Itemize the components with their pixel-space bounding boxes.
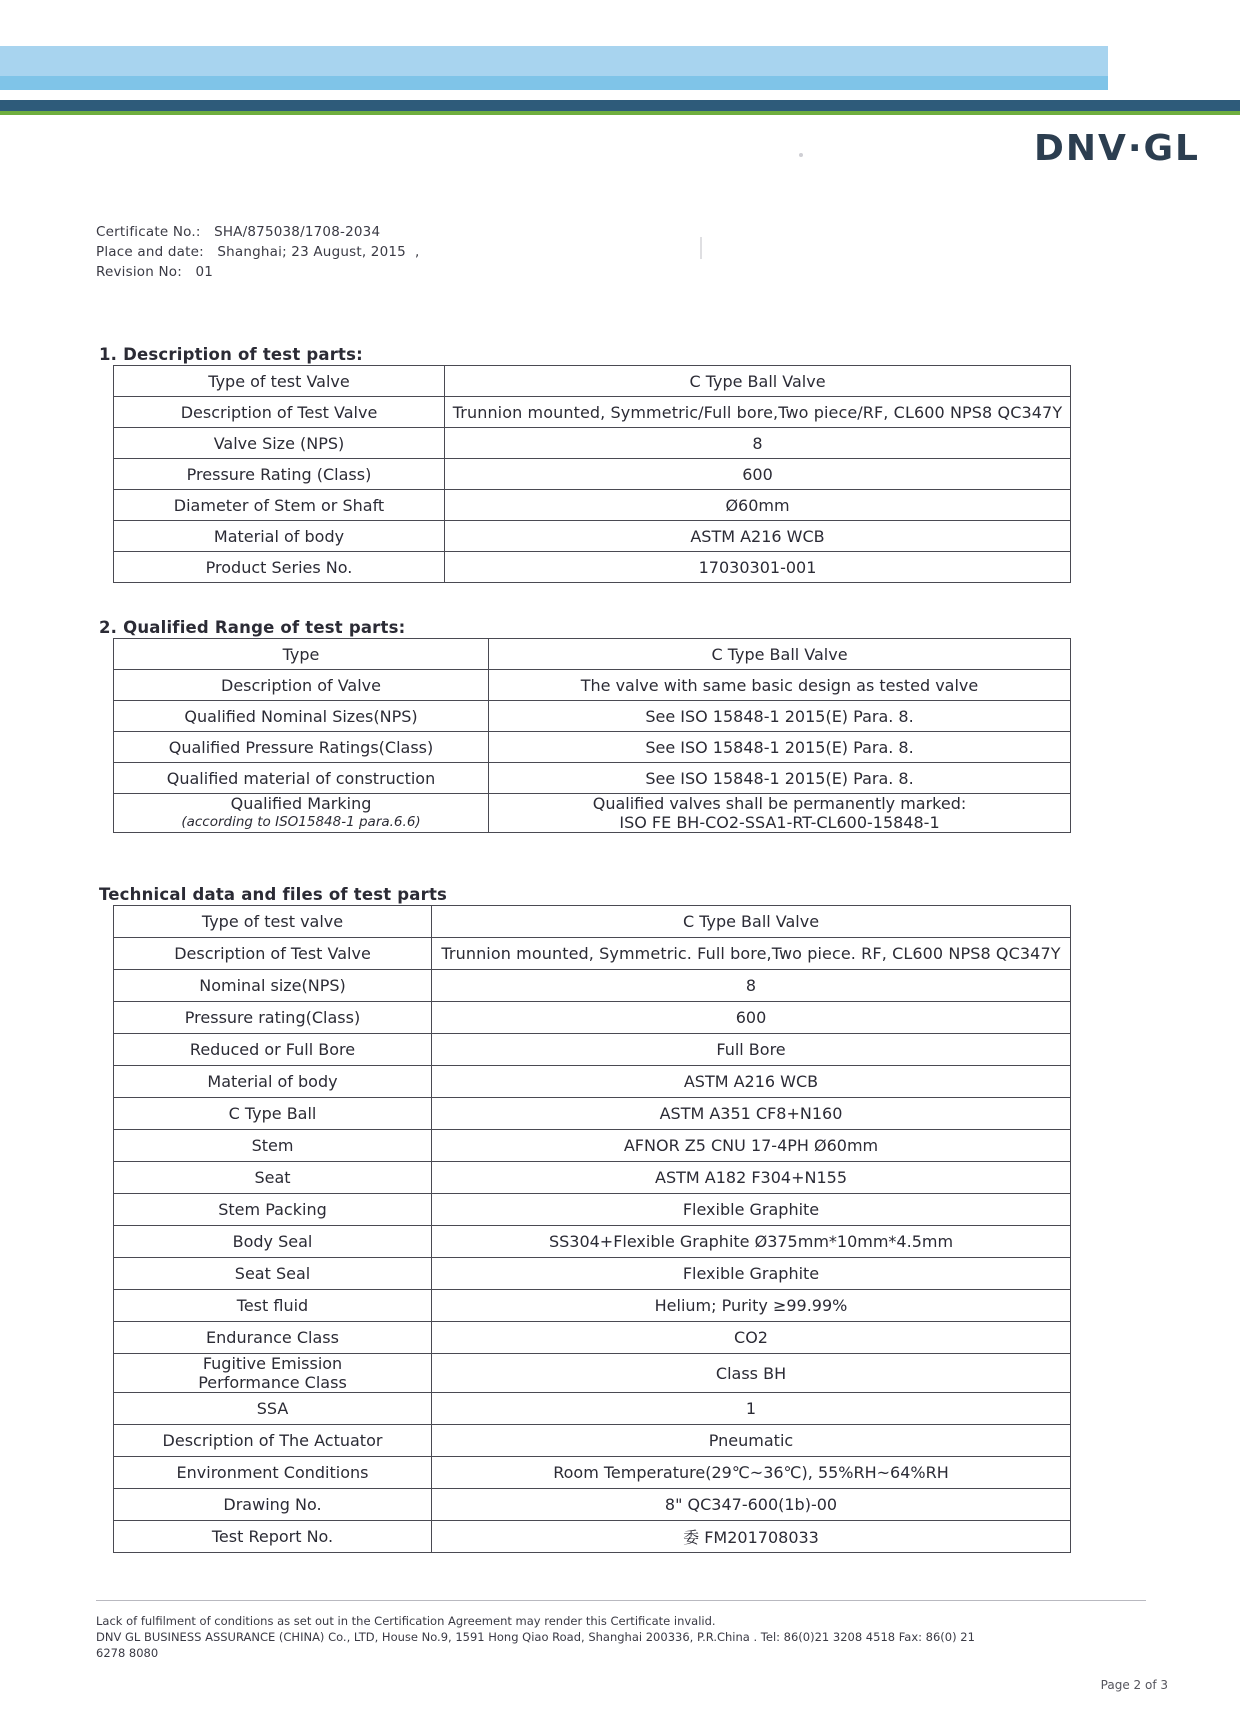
table-row — [114, 1194, 1071, 1226]
row-label: Qualified material of construction — [114, 763, 489, 794]
place-date-trailing-mark: , — [410, 244, 420, 260]
row-label: Qualified Nominal Sizes(NPS) — [114, 701, 489, 732]
row-label: Material of body — [114, 1066, 432, 1098]
banner-light-stripe — [0, 46, 1108, 76]
row-label: Test Report No. — [114, 1521, 432, 1553]
row-value: Trunnion mounted, Symmetric. Full bore,Two piece. RF, CL600 NPS8 QC347Y — [432, 938, 1071, 970]
table-row — [114, 1034, 1071, 1066]
footer-divider — [96, 1600, 1146, 1601]
table-row — [114, 1425, 1071, 1457]
scan-artifact-dot — [799, 153, 803, 157]
qualified-marking-value-line-1: Qualified valves shall be permanently marked: — [592, 794, 967, 813]
certificate-no-label: Certificate No.: — [96, 224, 201, 240]
scan-artifact-line — [700, 237, 702, 259]
row-label: Seat Seal — [114, 1258, 432, 1290]
row-value: See ISO 15848-1 2015(E) Para. 8. — [489, 701, 1071, 732]
place-date-row — [96, 242, 419, 262]
table-row — [114, 1002, 1071, 1034]
row-value: ASTM A216 WCB — [432, 1066, 1071, 1098]
row-value: 委 FM201708033 — [432, 1521, 1071, 1553]
row-value: ASTM A216 WCB — [445, 521, 1071, 552]
row-value: Flexible Graphite — [432, 1194, 1071, 1226]
table-row — [114, 1258, 1071, 1290]
row-value: Ø60mm — [445, 490, 1071, 521]
footer-line-2: DNV GL BUSINESS ASSURANCE (CHINA) Co., LTD, House No.9, 1591 Hong Qiao Road, Shanghai 200336, P.R.China . Tel: 86(0)21 3208 4518 Fax: 86(0) 21 — [96, 1630, 975, 1644]
section-1-title: 1. Description of test parts: — [99, 345, 363, 364]
table-row — [114, 701, 1071, 732]
table2-body — [114, 639, 1071, 833]
row-label: SSA — [114, 1393, 432, 1425]
row-value: ASTM A351 CF8+N160 — [432, 1098, 1071, 1130]
row-label: Type of test Valve — [114, 366, 445, 397]
table-row — [114, 938, 1071, 970]
table1-body — [114, 366, 1071, 583]
row-value: SS304+Flexible Graphite Ø375mm*10mm*4.5mm — [432, 1226, 1071, 1258]
table-row — [114, 1066, 1071, 1098]
table-row — [114, 732, 1071, 763]
table-row — [114, 1290, 1071, 1322]
row-label: Qualified Pressure Ratings(Class) — [114, 732, 489, 763]
table-row — [114, 1393, 1071, 1425]
row-label: Body Seal — [114, 1226, 432, 1258]
row-label: Stem — [114, 1130, 432, 1162]
row-label: Valve Size (NPS) — [114, 428, 445, 459]
row-value: C Type Ball Valve — [489, 639, 1071, 670]
table-row — [114, 639, 1071, 670]
certificate-no-value: SHA/875038/1708-2034 — [214, 224, 381, 240]
table-row — [114, 490, 1071, 521]
page-number: Page 2 of 3 — [1100, 1678, 1168, 1692]
certificate-meta — [96, 222, 419, 282]
row-label: Type — [114, 639, 489, 670]
revision-label: Revision No: — [96, 264, 183, 280]
row-label: Type of test valve — [114, 906, 432, 938]
table-row — [114, 366, 1071, 397]
row-label: Description of Test Valve — [114, 938, 432, 970]
row-value: C Type Ball Valve — [445, 366, 1071, 397]
row-label: Product Series No. — [114, 552, 445, 583]
section-3-title: Technical data and files of test parts — [99, 885, 448, 904]
qualified-marking-value — [489, 794, 1071, 833]
place-date-label: Place and date: — [96, 244, 204, 260]
row-label: Environment Conditions — [114, 1457, 432, 1489]
row-value: Flexible Graphite — [432, 1258, 1071, 1290]
qualified-marking-label-line-2: (according to ISO15848-1 para.6.6) — [181, 814, 421, 830]
table-row — [114, 428, 1071, 459]
table-row — [114, 1322, 1071, 1354]
row-value: 600 — [445, 459, 1071, 490]
qualified-marking-label — [114, 794, 489, 833]
qualified-marking-code: ISO FE BH-CO2-SSA1-RT-CL600-15848-1 — [619, 813, 940, 832]
place-date-value: Shanghai; 23 August, 2015 — [217, 244, 406, 260]
row-label: Material of body — [114, 521, 445, 552]
row-label — [114, 1354, 432, 1393]
table-row — [114, 763, 1071, 794]
table-row — [114, 459, 1071, 490]
footer-line-3: 6278 8080 — [96, 1646, 159, 1660]
table-row — [114, 1162, 1071, 1194]
row-value: 8" QC347-600(1b)-00 — [432, 1489, 1071, 1521]
row-label-line-1: Fugitive Emission — [202, 1354, 343, 1373]
table-row — [114, 1354, 1071, 1393]
row-value: Helium; Purity ≥99.99% — [432, 1290, 1071, 1322]
table-row — [114, 521, 1071, 552]
description-of-test-parts-table — [113, 365, 1071, 583]
table-row — [114, 552, 1071, 583]
row-value: Full Bore — [432, 1034, 1071, 1066]
banner-dark-stripe — [0, 100, 1240, 111]
row-label: Test fluid — [114, 1290, 432, 1322]
row-label: Description of Valve — [114, 670, 489, 701]
row-label: Description of The Actuator — [114, 1425, 432, 1457]
row-label-line-2: Performance Class — [198, 1373, 347, 1392]
table-row — [114, 970, 1071, 1002]
header-banner — [0, 0, 1240, 120]
footer-text — [96, 1613, 1166, 1661]
table-row — [114, 1130, 1071, 1162]
row-label: Pressure rating(Class) — [114, 1002, 432, 1034]
row-value: See ISO 15848-1 2015(E) Para. 8. — [489, 763, 1071, 794]
row-value: Trunnion mounted, Symmetric/Full bore,Two piece/RF, CL600 NPS8 QC347Y — [445, 397, 1071, 428]
section-2-title: 2. Qualified Range of test parts: — [99, 618, 406, 637]
technical-data-table — [113, 905, 1071, 1553]
row-value: ASTM A182 F304+N155 — [432, 1162, 1071, 1194]
qualified-marking-row — [114, 794, 1071, 833]
dnv-gl-logo: DNV·GL — [1033, 128, 1200, 169]
footer-line-1: Lack of fulfilment of conditions as set out in the Certification Agreement may render this Certificate invalid. — [96, 1614, 716, 1628]
table3-body — [114, 906, 1071, 1553]
row-label: Drawing No. — [114, 1489, 432, 1521]
table-row — [114, 670, 1071, 701]
row-value: 600 — [432, 1002, 1071, 1034]
row-label: Endurance Class — [114, 1322, 432, 1354]
row-value: 17030301-001 — [445, 552, 1071, 583]
table-row — [114, 1098, 1071, 1130]
row-value: Pneumatic — [432, 1425, 1071, 1457]
row-label: Pressure Rating (Class) — [114, 459, 445, 490]
certificate-no-row — [96, 222, 419, 242]
table-row — [114, 906, 1071, 938]
row-label: C Type Ball — [114, 1098, 432, 1130]
banner-mid-stripe — [0, 76, 1108, 90]
row-label: Seat — [114, 1162, 432, 1194]
row-label: Description of Test Valve — [114, 397, 445, 428]
row-label: Reduced or Full Bore — [114, 1034, 432, 1066]
row-value: CO2 — [432, 1322, 1071, 1354]
row-label: Diameter of Stem or Shaft — [114, 490, 445, 521]
row-value: Class BH — [432, 1354, 1071, 1393]
table-row — [114, 1521, 1071, 1553]
revision-value: 01 — [195, 264, 214, 280]
row-value: Room Temperature(29℃~36℃), 55%RH~64%RH — [432, 1457, 1071, 1489]
qualified-marking-label-line-1: Qualified Marking — [230, 794, 372, 813]
banner-green-stripe — [0, 111, 1240, 115]
table-row — [114, 1226, 1071, 1258]
row-value: AFNOR Z5 CNU 17-4PH Ø60mm — [432, 1130, 1071, 1162]
row-value: 8 — [445, 428, 1071, 459]
qualified-range-table — [113, 638, 1071, 833]
row-value: C Type Ball Valve — [432, 906, 1071, 938]
revision-row — [96, 262, 419, 282]
row-value: The valve with same basic design as tested valve — [489, 670, 1071, 701]
table-row — [114, 1457, 1071, 1489]
row-value: 8 — [432, 970, 1071, 1002]
row-label: Nominal size(NPS) — [114, 970, 432, 1002]
row-value: 1 — [432, 1393, 1071, 1425]
table-row — [114, 1489, 1071, 1521]
row-label: Stem Packing — [114, 1194, 432, 1226]
table-row — [114, 397, 1071, 428]
row-value: See ISO 15848-1 2015(E) Para. 8. — [489, 732, 1071, 763]
